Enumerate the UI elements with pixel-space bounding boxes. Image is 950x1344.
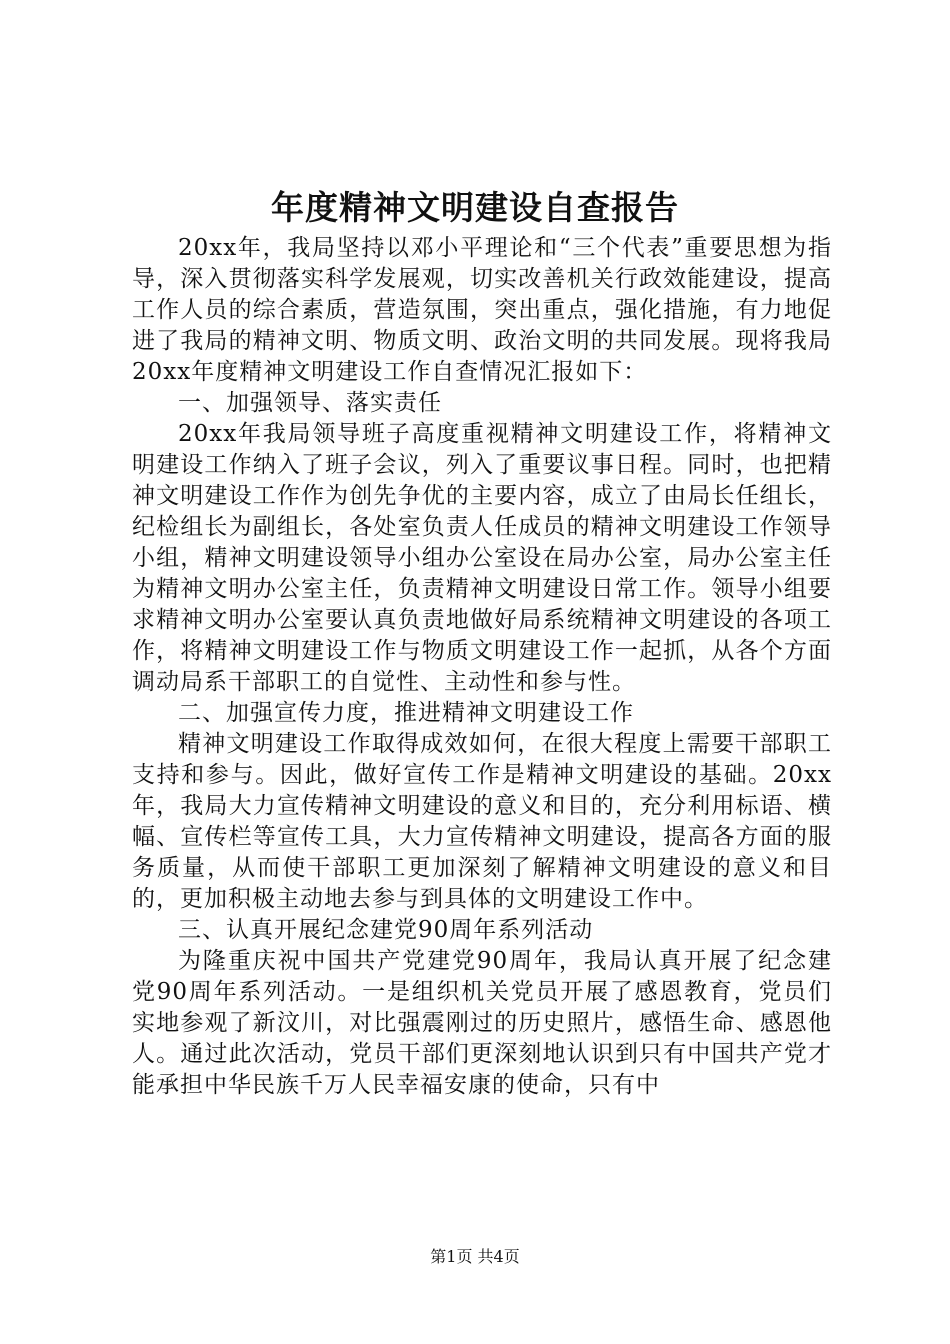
page-number-footer: 第1页 共4页 xyxy=(430,1247,520,1266)
section-paragraph-1: 20xx年我局领导班子高度重视精神文明建设工作，将精神文明建设工作纳入了班子会议，列入了重要议事日程。同时，也把精神文明建设工作作为创先争优的主要内容，成立了由局长任组长，纪检组长为副组长，各处室负责人任成员的精神文明建设工作领导小组，精神文明建设领导小组办公室设在局办公室，局办公室主任为精神文明办公室主任，负责精神文明建设日常工作。领导小组要求精神文明办公室要认真负责地做好局系统精神文明建设的各项工作，将精神文明建设工作与物质文明建设工作一起抓，从各个方面调动局系干部职工的自觉性、主动性和参与性。 xyxy=(132,421,832,695)
intro-paragraph: 20xx年，我局坚持以邓小平理论和“三个代表”重要思想为指导，深入贯彻落实科学发展观，切实改善机关行政效能建设，提高工作人员的综合素质，营造氛围，突出重点，强化措施，有力地促进了我局的精神文明、物质文明、政治文明的共同发展。现将我局20xx年度精神文明建设工作自查情况汇报如下： xyxy=(132,235,832,385)
section-heading-3: 三、认真开展纪念建党90周年系列活动 xyxy=(178,917,594,943)
section-paragraph-3: 为隆重庆祝中国共产党建党90周年，我局认真开展了纪念建党90周年系列活动。一是组织机关党员开展了感恩教育，党员们实地参观了新汶川，对比强震刚过的历史照片，感悟生命、感恩他人。通过此次活动，党员干部们更深刻地认识到只有中国共产党才能承担中华民族千万人民幸福安康的使命，只有中 xyxy=(132,948,832,1098)
section-heading-2: 二、加强宣传力度，推进精神文明建设工作 xyxy=(178,700,634,726)
document-body xyxy=(132,233,832,1101)
document-title: 年度精神文明建设自查报告 xyxy=(271,188,679,227)
section-paragraph-2: 精神文明建设工作取得成效如何，在很大程度上需要干部职工支持和参与。因此，做好宣传工作是精神文明建设的基础。20xx年，我局大力宣传精神文明建设的意义和目的，充分利用标语、横幅、宣传栏等宣传工具，大力宣传精神文明建设，提高各方面的服务质量，从而使干部职工更加深刻了解精神文明建设的意义和目的，更加积极主动地去参与到具体的文明建设工作中。 xyxy=(132,731,832,912)
section-heading-1: 一、加强领导、落实责任 xyxy=(178,390,442,416)
